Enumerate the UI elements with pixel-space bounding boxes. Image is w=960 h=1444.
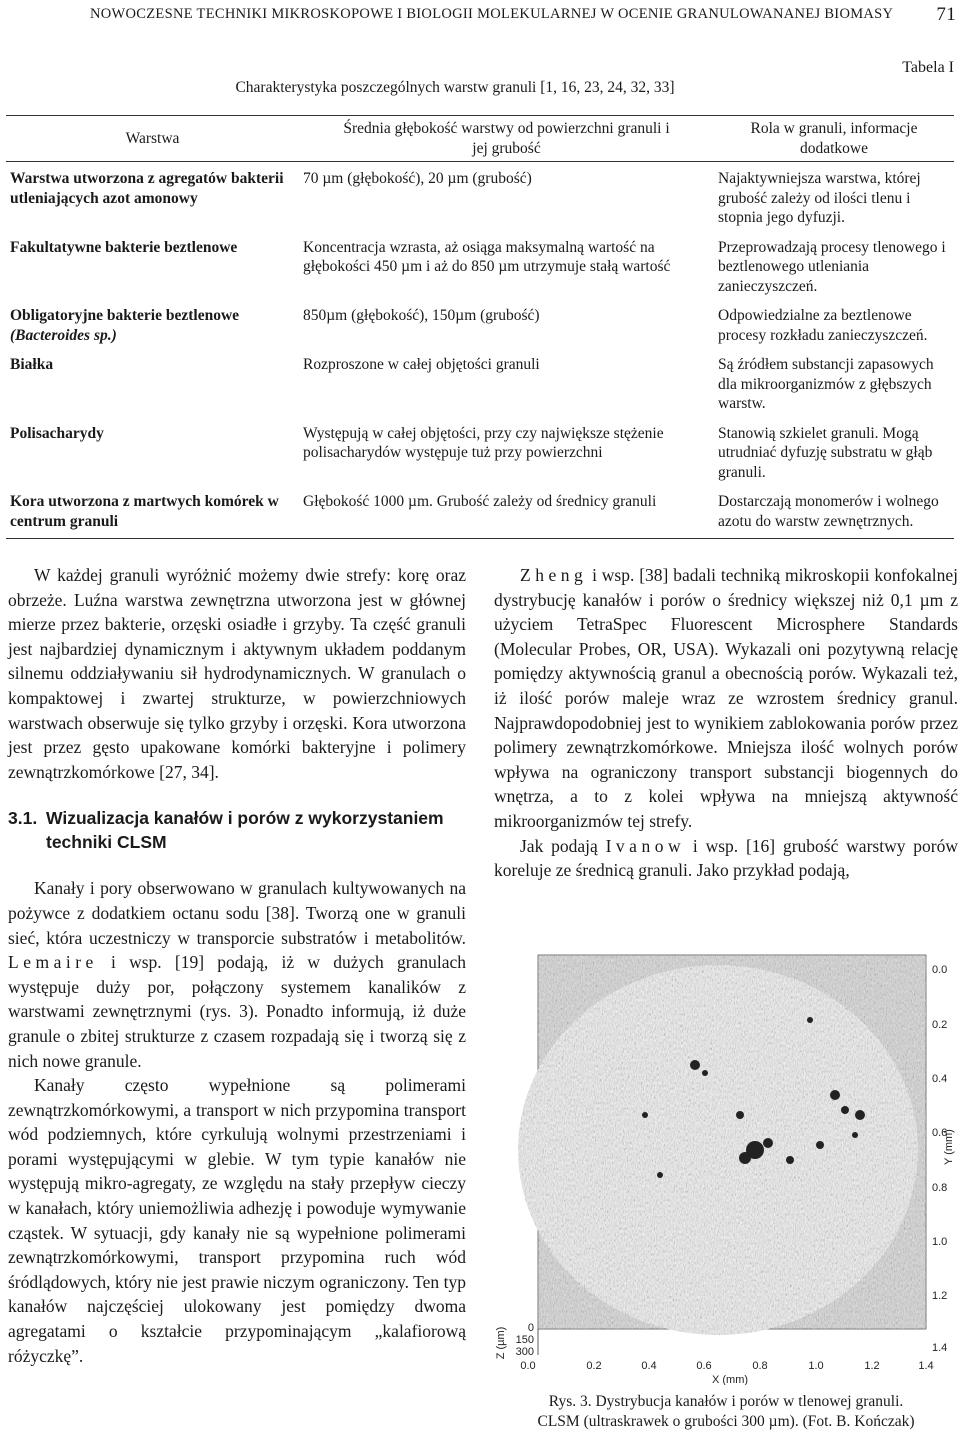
running-title: NOWOCZESNE TECHNIKI MIKROSKOPOWE I BIOLOGII MOLEKULARNEJ W OCENIE GRANULOWANANEJ BIOMASY	[90, 6, 894, 22]
table-header-layer: Warstwa	[6, 116, 299, 162]
clsm-figure	[490, 945, 960, 1385]
svg-text:300: 300	[515, 1346, 534, 1358]
table-cell-depth: Koncentracja wzrasta, aż osiąga maksymalną wartość na głębokości 450 µm i aż do 850 µm utrzymuje stałą wartość	[303, 238, 671, 275]
svg-text:1.0: 1.0	[808, 1360, 824, 1372]
clsm-image	[490, 945, 960, 1385]
svg-text:0.0: 0.0	[932, 964, 948, 976]
svg-text:0.8: 0.8	[752, 1360, 768, 1372]
section-heading: 3.1. Wizualizacja kanałów i porów z wykorzystaniem techniki CLSM	[8, 808, 444, 853]
svg-text:0.6: 0.6	[932, 1127, 948, 1139]
table-label: Tabela I	[902, 59, 954, 76]
table-cell-role: Najaktywniejsza warstwa, której grubość zależy od ilości tlenu i stopnia jego dyfuzji.	[718, 170, 921, 226]
table-row	[6, 303, 954, 352]
svg-text:0.4: 0.4	[932, 1073, 948, 1085]
table-cell-role: Stanowią szkielet granuli. Mogą utrudniać dyfuzję substratu w głąb granuli.	[718, 424, 933, 481]
table-row	[6, 421, 954, 490]
z-axis-label: Z (µm)	[495, 1326, 507, 1360]
svg-text:0.2: 0.2	[932, 1019, 948, 1031]
table-row	[6, 162, 954, 235]
figure-caption: Rys. 3. Dystrybucja kanałów i porów w tlenowej granuli. CLSM (ultraskrawek o grubości 300 µm). (Fot. B. Kończak)	[537, 1393, 915, 1430]
table-header-depth: Średnia głębokość warstwy od powierzchni granuli i jej grubość	[299, 116, 714, 162]
paragraph: Jak podają Ivanow i wsp. [16] grubość warstwy porów koreluje ze średnicą granuli. Jako przykład podają,	[494, 835, 958, 881]
author-name: Zheng	[520, 565, 588, 585]
table-cell-role: Odpowiedzialne za beztlenowe procesy rozkładu zanieczyszczeń.	[718, 307, 928, 344]
y-axis-label: Y (mm)	[943, 1129, 955, 1165]
svg-text:1.4: 1.4	[918, 1360, 934, 1372]
svg-text:0: 0	[527, 1322, 534, 1334]
paragraph: Zheng i wsp. [38] badali techniką mikroskopii konfokalnej dystrybucję kanałów i porów o średnicy większej niż 0,1 µm z użyciem TetraSpec Fluorescent Microsphere Standards (Molecular Probes, OR, USA). Wykazali oni pozytywną relację pomiędzy aktywnością granul a obecnością porów. Wykazali też, iż ilość porów maleje wraz ze wzrostem średnicy granul. Najprawdopodobniej jest to wynikiem zablokowania porów przez polimery zewnątrzkomórkowe. Mniejsza ilość wolnych porów wpływa na ograniczony transport substancji biogennych do wnętrza, a to z kolei wpływa na mniejszą aktywność mikroorganizmów tej strefy.	[494, 565, 958, 831]
svg-text:0.6: 0.6	[696, 1360, 712, 1372]
table-cell-role: Przeprowadzają procesy tlenowego i beztlenowego utleniania zanieczyszczeń.	[718, 238, 946, 295]
x-axis-label: X (mm)	[711, 1374, 749, 1385]
table-header-row	[6, 116, 954, 162]
left-column	[8, 563, 466, 1368]
svg-text:0.2: 0.2	[586, 1360, 602, 1372]
paragraph: Kanały często wypełnione są polimerami zewnątrzkomórkowymi, a transport w nich przypomina transport wód podziemnych, które cyrkulują wolnymi przestrzeniami i porami występującymi w glebie. W tym typie kanałów nie występują mikro-agregaty, ze względu na stały przepływ cieczy w kanałach, który uniemożliwia adhezję i powoduje wymywanie cząstek. W sytuacji, gdy kanały nie są wypełnione polimerami zewnątrzkomórkowymi, transport przypomina ruch wód śródlądowych, który nie jest prawie niczym ograniczony. Ten typ kanałów najczęściej ulokowany jest pomiędzy dwoma agregatami o kształcie przypominającym „kalafiorową różyczkę”.	[8, 1075, 466, 1366]
right-column	[494, 563, 958, 883]
svg-text:0.0: 0.0	[520, 1360, 536, 1372]
table-cell-layer: Obligatoryjne bakterie beztlenowe (Bacteroides sp.)	[10, 307, 240, 344]
table-caption: Charakterystyka poszczególnych warstw granuli [1, 16, 23, 24, 32, 33]	[235, 79, 675, 96]
table-header-role: Rola w granuli, informacje dodatkowe	[714, 116, 954, 162]
table-cell-depth: 70 µm (głębokość), 20 µm (grubość)	[303, 170, 532, 187]
table-cell-layer: Białka	[10, 356, 54, 373]
table-row	[6, 352, 954, 421]
svg-text:0.8: 0.8	[932, 1182, 948, 1194]
table-cell-depth: Głębokość 1000 µm. Grubość zależy od średnicy granuli	[299, 489, 714, 539]
table-cell-depth: Rozproszone w całej objętości granuli	[303, 356, 540, 373]
table-row	[6, 235, 954, 304]
table-cell-role: Są źródłem substancji zapasowych dla mikroorganizmów z głębszych warstw.	[718, 356, 934, 412]
table-cell-layer: Warstwa utworzona z agregatów bakterii utleniających azot amonowy	[10, 170, 284, 207]
svg-text:150: 150	[515, 1334, 534, 1346]
running-header	[90, 6, 956, 30]
svg-text:1.4: 1.4	[932, 1342, 948, 1354]
svg-text:0.4: 0.4	[641, 1360, 657, 1372]
table-cell-layer: Kora utworzona z martwych komórek w centrum granuli	[6, 489, 299, 539]
paragraph: W każdej granuli wyróżnić możemy dwie strefy: korę oraz obrzeże. Luźna warstwa zewnętrzna utworzona jest w głównej mierze przez bakterie, orzęski osiadłe i grzyby. Ta część granuli jest najbardziej dynamicznym i aktywnym układem poddanym silnemu oddziaływaniu sił hydrodynamicznych. W granulach o kompaktowej i zwartej strukturze, w powierzchniowych warstwach obserwuje się tylko grzyby i orzęski. Kora utworzona jest przez gęsto upakowane komórki bakteryjne i polimery zewnątrzkomórkowe [27, 34].	[8, 565, 466, 782]
table-cell-depth: 850µm (głębokość), 150µm (grubość)	[303, 307, 540, 324]
paragraph: Kanały i pory obserwowano w granulach kultywowanych na pożywce z dodatkiem octanu sodu [38]. Tworzą one w granuli sieć, która uczestniczy w transporcie substratów i metabolitów. Lemaire i wsp. [19] podają, iż w dużych granulach występuje duży por, połączony systemem kanalików z warstwami zewnętrznymi (rys. 3). Ponadto informują, iż duże granule o zbitej strukturze z czasem rozpadają się i tworzą się z nich nowe granule.	[8, 878, 466, 1071]
table-row	[6, 489, 954, 539]
page-number: 71	[936, 4, 956, 25]
table-cell-depth: Występują w całej objętości, przy czy największe stężenie polisacharydów występuje tuż przy powierzchni	[303, 424, 664, 461]
table-cell-layer: Polisacharydy	[10, 424, 104, 442]
svg-text:1.2: 1.2	[932, 1290, 948, 1302]
author-name: Lemaire	[8, 952, 98, 973]
svg-text:1.0: 1.0	[932, 1236, 948, 1248]
svg-text:1.2: 1.2	[864, 1360, 880, 1372]
layers-table	[6, 115, 954, 539]
table-cell-layer: Fakultatywne bakterie beztlenowe	[10, 238, 238, 256]
author-name: Ivanow	[605, 835, 686, 856]
table-cell-role: Dostarczają monomerów i wolnego azotu do warstw zewnętrznych.	[714, 489, 954, 539]
